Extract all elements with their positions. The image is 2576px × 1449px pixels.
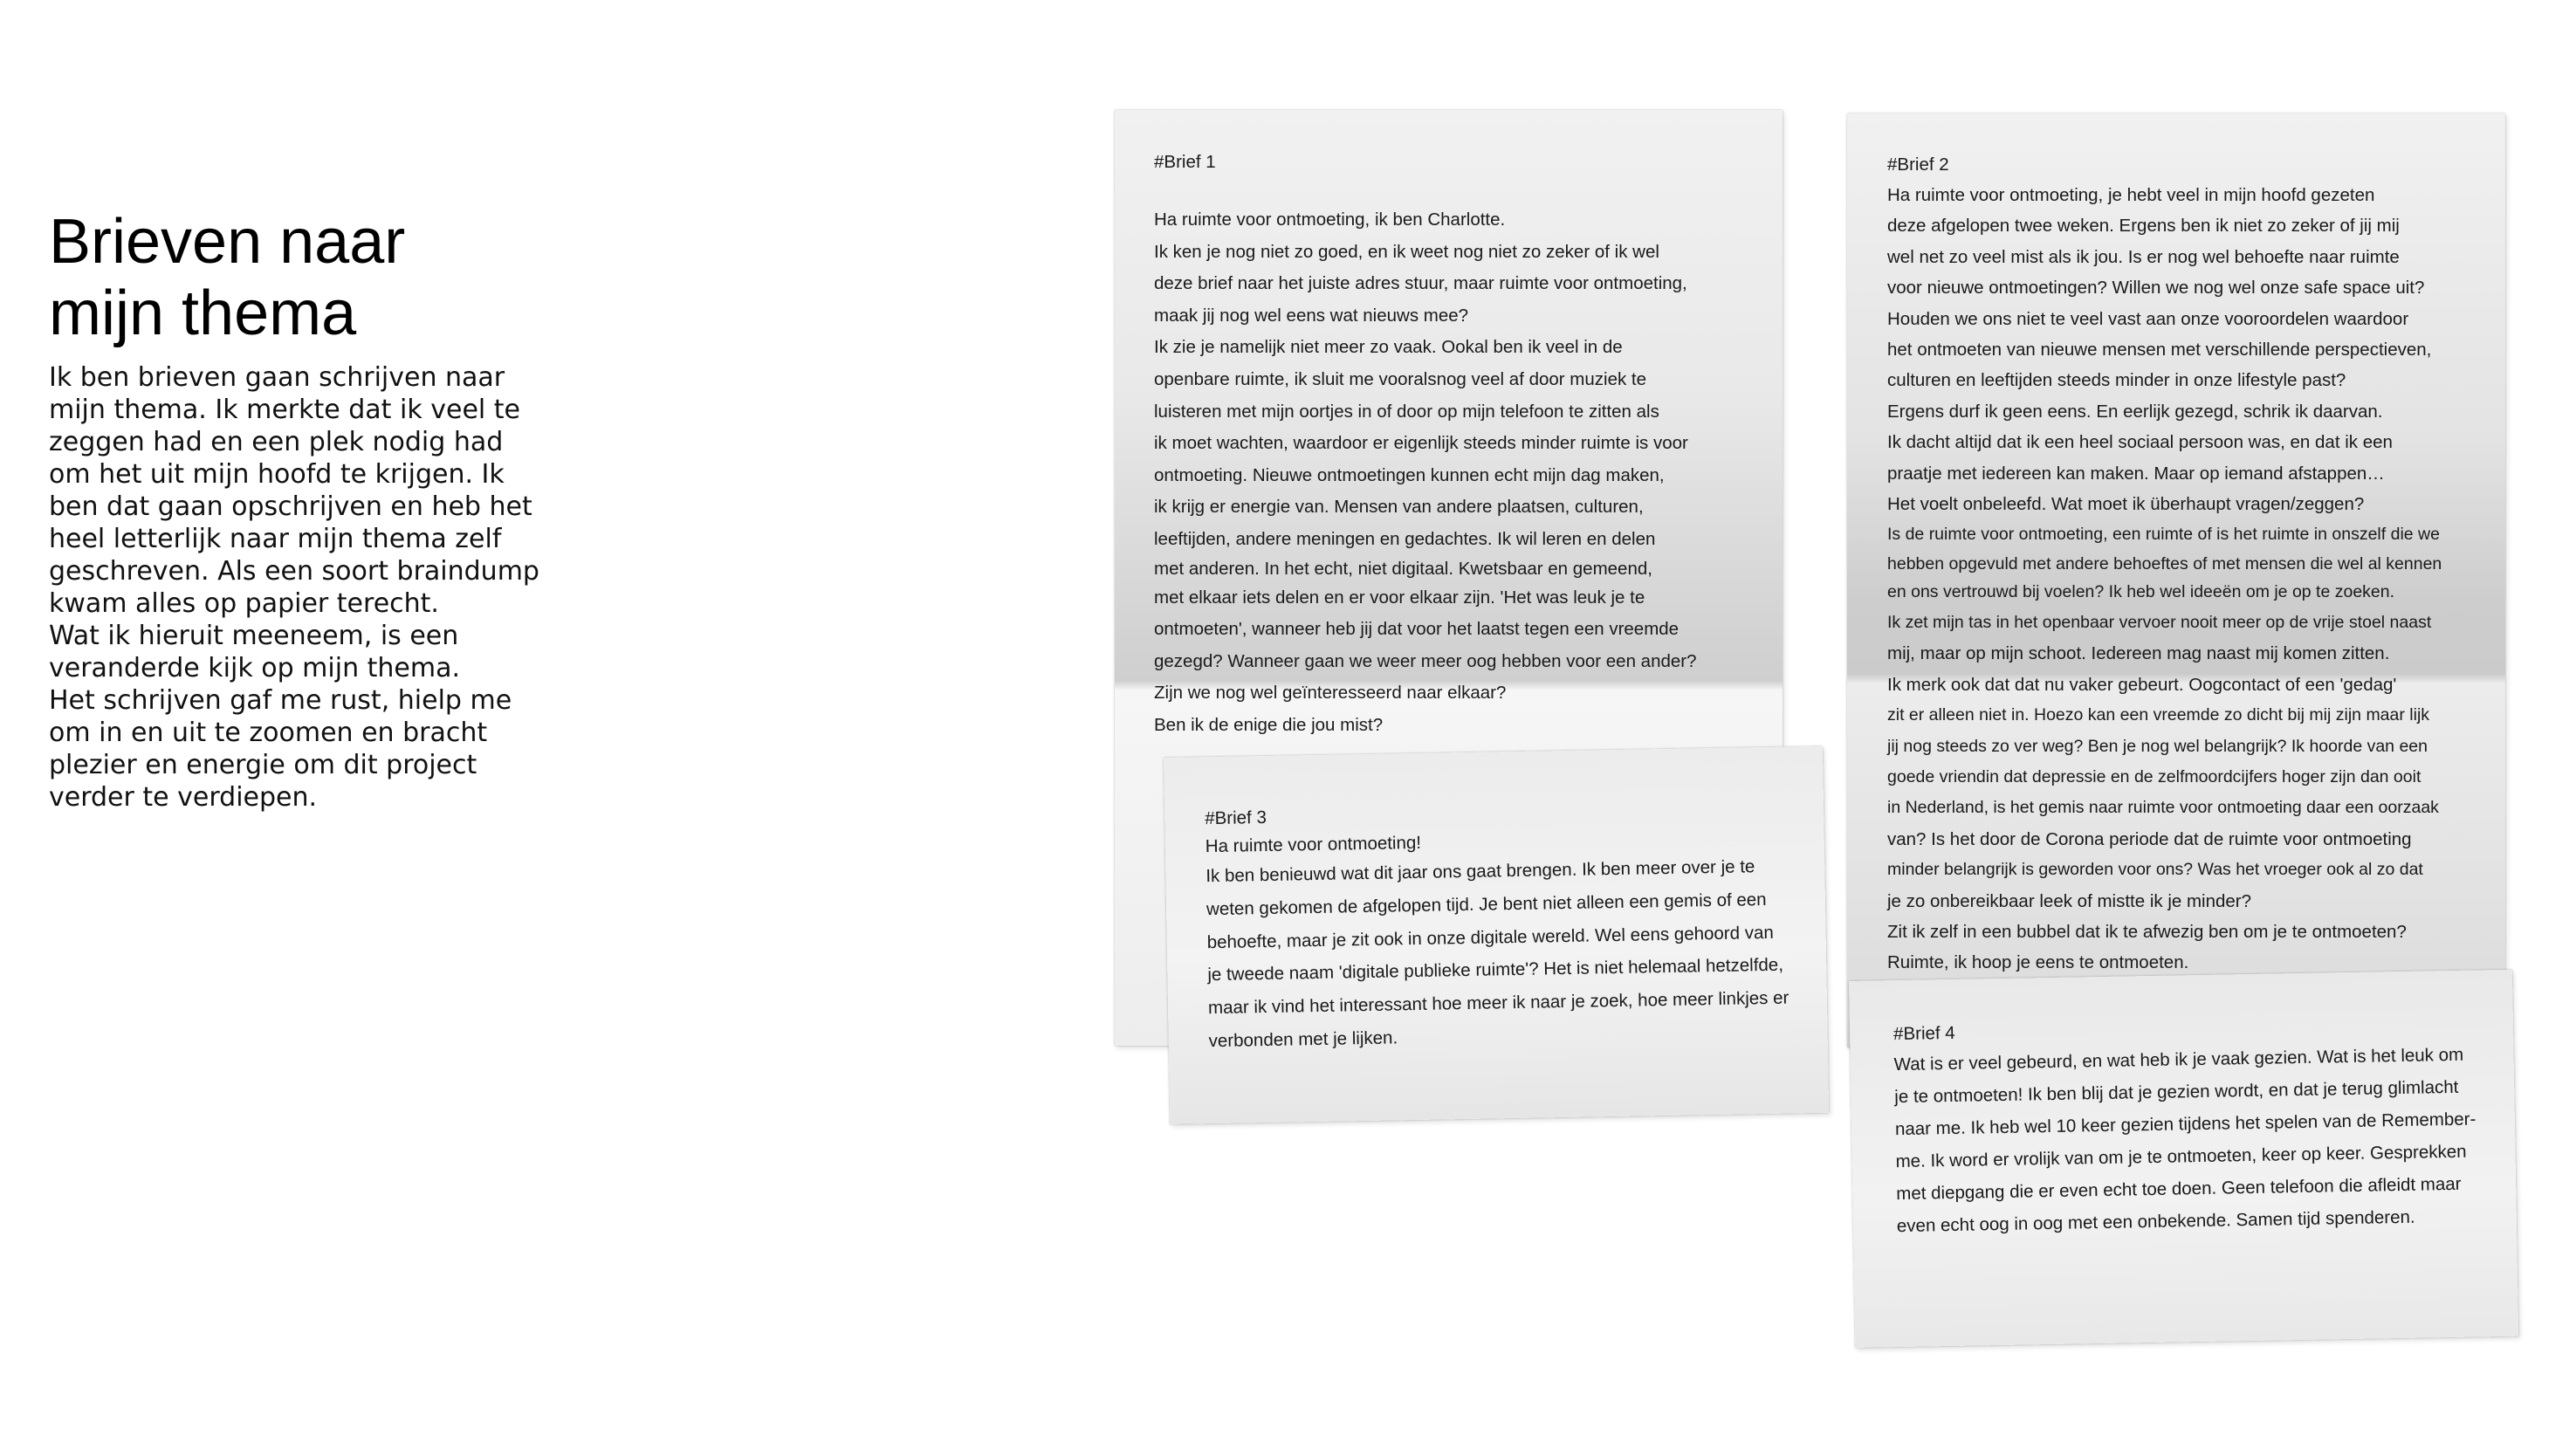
letter-brief-4 <box>1849 970 2518 1348</box>
letter-line: gezegd? Wanneer gaan we weer meer oog hebben voor een ander? <box>1154 650 1697 671</box>
letter-line: even echt oog in oog met een onbekende. Samen tijd spenderen. <box>1896 1206 2415 1237</box>
letter-line: openbare ruimte, ik sluit me vooralsnog veel af door muziek te <box>1154 368 1647 389</box>
intro-line: kwam alles op papier terecht. <box>49 588 439 619</box>
letter-line: Ergens durf ik geen eens. En eerlijk gezegd, schrik ik daarvan. <box>1887 401 2383 422</box>
letter-line: jij nog steeds zo ver weg? Ben je nog wel belangrijk? Ik hoorde van een <box>1887 736 2428 756</box>
letter-line: en ons vertrouwd bij voelen? Ik heb wel ideeën om je op te zoeken. <box>1887 581 2395 601</box>
letter-line: luisteren met mijn oortjes in of door op mijn telefoon te zitten als <box>1154 401 1659 422</box>
letter-line: Ik zet mijn tas in het openbaar vervoer nooit meer op de vrije stoel naast <box>1887 613 2432 633</box>
letter-line: naar me. Ik heb wel 10 keer gezien tijdens het spelen van de Remember- <box>1894 1109 2476 1140</box>
letter-line: goede vriendin dat depressie en de zelfmoordcijfers hoger zijn dan ooit <box>1887 767 2421 787</box>
letter-line: culturen en leeftijden steeds minder in onze lifestyle past? <box>1887 370 2346 391</box>
intro-text <box>49 361 555 814</box>
title-line: mijn thema <box>49 278 357 349</box>
letter-line: leeftijden, andere meningen en gedachtes. Ik wil leren en delen <box>1154 528 1656 549</box>
letter-heading: #Brief 4 <box>1893 1022 1955 1045</box>
letter-line: verbonden met je lijken. <box>1208 1027 1398 1052</box>
letter-line: voor nieuwe ontmoetingen? Willen we nog wel onze safe space uit? <box>1887 278 2425 299</box>
letter-brief-2 <box>1847 113 2505 1047</box>
letter-line: Ha ruimte voor ontmoeting, ik ben Charlotte. <box>1154 209 1506 230</box>
letter-line: deze afgelopen twee weken. Ergens ben ik niet zo zeker of jij mij <box>1887 216 2400 237</box>
letter-line: minder belangrijk is geworden voor ons? Was het vroeger ook al zo dat <box>1887 860 2423 880</box>
letter-line: Ha ruimte voor ontmoeting, je hebt veel in mijn hoofd gezeten <box>1887 185 2375 205</box>
letter-line: in Nederland, is het gemis naar ruimte voor ontmoeting daar een oorzaak <box>1887 798 2439 818</box>
letter-line: ontmoeten', wanneer heb jij dat voor het laatst tegen een vreemde <box>1154 619 1680 640</box>
letter-line: het ontmoeten van nieuwe mensen met verschillende perspectieven, <box>1887 339 2432 360</box>
intro-line: Het schrijven gaf me rust, hielp me <box>49 685 512 716</box>
letter-line: Zit ik zelf in een bubbel dat ik te afwezig ben om je te ontmoeten? <box>1887 921 2407 942</box>
letter-line: met diepgang die er even echt toe doen. Geen telefoon die afleidt maar <box>1896 1173 2462 1205</box>
letter-line: mij, maar op mijn schoot. Iedereen mag naast mij komen zitten. <box>1887 643 2390 664</box>
letter-line: met anderen. In het echt, niet digitaal. Kwetsbaar en gemeend, <box>1154 558 1652 579</box>
title-line: Brieven naar <box>49 207 406 278</box>
letter-line: Houden we ons niet te veel vast aan onze vooroordelen waardoor <box>1887 308 2409 329</box>
intro-line: om in en uit te zoomen en bracht <box>49 718 488 748</box>
letter-line: ik krijg er energie van. Mensen van andere plaatsen, culturen, <box>1154 497 1644 518</box>
letter-line: van? Is het door de Corona periode dat de ruimte voor ontmoeting <box>1887 828 2412 849</box>
letter-line: je tweede naam 'digitale publieke ruimte'? Het is niet helemaal hetzelfde, <box>1207 955 1784 985</box>
letter-line: Het voelt onbeleefd. Wat moet ik überhaupt vragen/zeggen? <box>1887 493 2365 514</box>
intro-line: veranderde kijk op mijn thema. <box>49 653 460 683</box>
letter-line: zit er alleen niet in. Hoezo kan een vreemde zo dicht bij mij zijn maar lijk <box>1887 705 2430 725</box>
letter-line: met elkaar iets delen en er voor elkaar zijn. 'Het was leuk je te <box>1154 587 1645 608</box>
letter-line: Ik zie je namelijk niet meer zo vaak. Ookal ben ik veel in de <box>1154 337 1623 358</box>
intro-line: verder te verdiepen. <box>49 782 318 813</box>
intro-line: Ik ben brieven gaan schrijven naar <box>49 362 505 393</box>
letter-heading: #Brief 3 <box>1205 807 1267 829</box>
letter-line: Ik dacht altijd dat ik een heel sociaal persoon was, en dat ik een <box>1887 432 2393 453</box>
letter-line: behoefte, maar je zit ook in onze digitale wereld. Wel eens gehoord van <box>1206 922 1774 952</box>
page-title <box>49 206 608 349</box>
letter-line: praatje met iedereen kan maken. Maar op iemand afstappen… <box>1887 463 2385 484</box>
letter-line: me. Ik word er vrolijk van om je te ontmoeten, keer op keer. Gesprekken <box>1895 1141 2467 1172</box>
letter-line: hebben opgevuld met andere behoeftes of met mensen die wel al kennen <box>1887 553 2442 573</box>
letter-line: je zo onbereikbaar leek of mistte ik je minder? <box>1887 890 2252 911</box>
intro-line: mijn thema. Ik merkte dat ik veel te <box>49 395 520 425</box>
letter-line: wel net zo veel mist als ik jou. Is er nog wel behoefte naar ruimte <box>1887 246 2400 267</box>
intro-line: om het uit mijn hoofd te krijgen. Ik <box>49 459 505 490</box>
letter-line: Zijn we nog wel geïnteresseerd naar elkaar? <box>1154 683 1507 704</box>
letter-line: Wat is er veel gebeurd, en wat heb ik je vaak gezien. Wat is het leuk om <box>1893 1044 2464 1075</box>
letter-line: Ik merk ook dat dat nu vaker gebeurt. Oogcontact of een 'gedag' <box>1887 674 2397 695</box>
letter-line: Is de ruimte voor ontmoeting, een ruimte of is het ruimte in onszelf die we <box>1887 525 2440 545</box>
intro-line: geschreven. Als een soort braindump <box>49 556 539 587</box>
letter-line: Ruimte, ik hoop je eens te ontmoeten. <box>1887 952 2189 973</box>
letter-line: ontmoeting. Nieuwe ontmoetingen kunnen echt mijn dag maken, <box>1154 464 1665 485</box>
intro-line: ben dat gaan opschrijven en heb het <box>49 491 532 522</box>
letter-line: weten gekomen de afgelopen tijd. Je bent niet alleen een gemis of een <box>1206 889 1767 919</box>
letter-line: Ben ik de enige die jou mist? <box>1154 714 1384 735</box>
letter-line: maak jij nog wel eens wat nieuws mee? <box>1154 305 1469 326</box>
intro-line: Wat ik hieruit meeneem, is een <box>49 621 459 651</box>
letter-heading: #Brief 2 <box>1887 155 1949 175</box>
letter-line: maar ik vind het interessant hoe meer ik naar je zoek, hoe meer linkjes er <box>1207 987 1789 1019</box>
intro-line: zeggen had en een plek nodig had <box>49 427 504 457</box>
intro-line: plezier en energie om dit project <box>49 750 477 780</box>
intro-line: heel letterlijk naar mijn thema zelf <box>49 524 502 554</box>
letter-line: Ik ken je nog niet zo goed, en ik weet nog niet zo zeker of ik wel <box>1154 241 1659 262</box>
letter-line: Ik ben benieuwd wat dit jaar ons gaat brengen. Ik ben meer over je te <box>1206 856 1755 887</box>
letter-line: je te ontmoeten! Ik ben blij dat je gezien wordt, en dat je terug glimlacht <box>1894 1076 2459 1108</box>
letter-line: Ha ruimte voor ontmoeting! <box>1205 832 1422 857</box>
letter-heading: #Brief 1 <box>1154 152 1216 172</box>
letter-line: deze brief naar het juiste adres stuur, maar ruimte voor ontmoeting, <box>1154 273 1687 294</box>
letter-line: ik moet wachten, waardoor er eigenlijk steeds minder ruimte is voor <box>1154 433 1688 454</box>
letter-brief-3 <box>1164 746 1829 1124</box>
